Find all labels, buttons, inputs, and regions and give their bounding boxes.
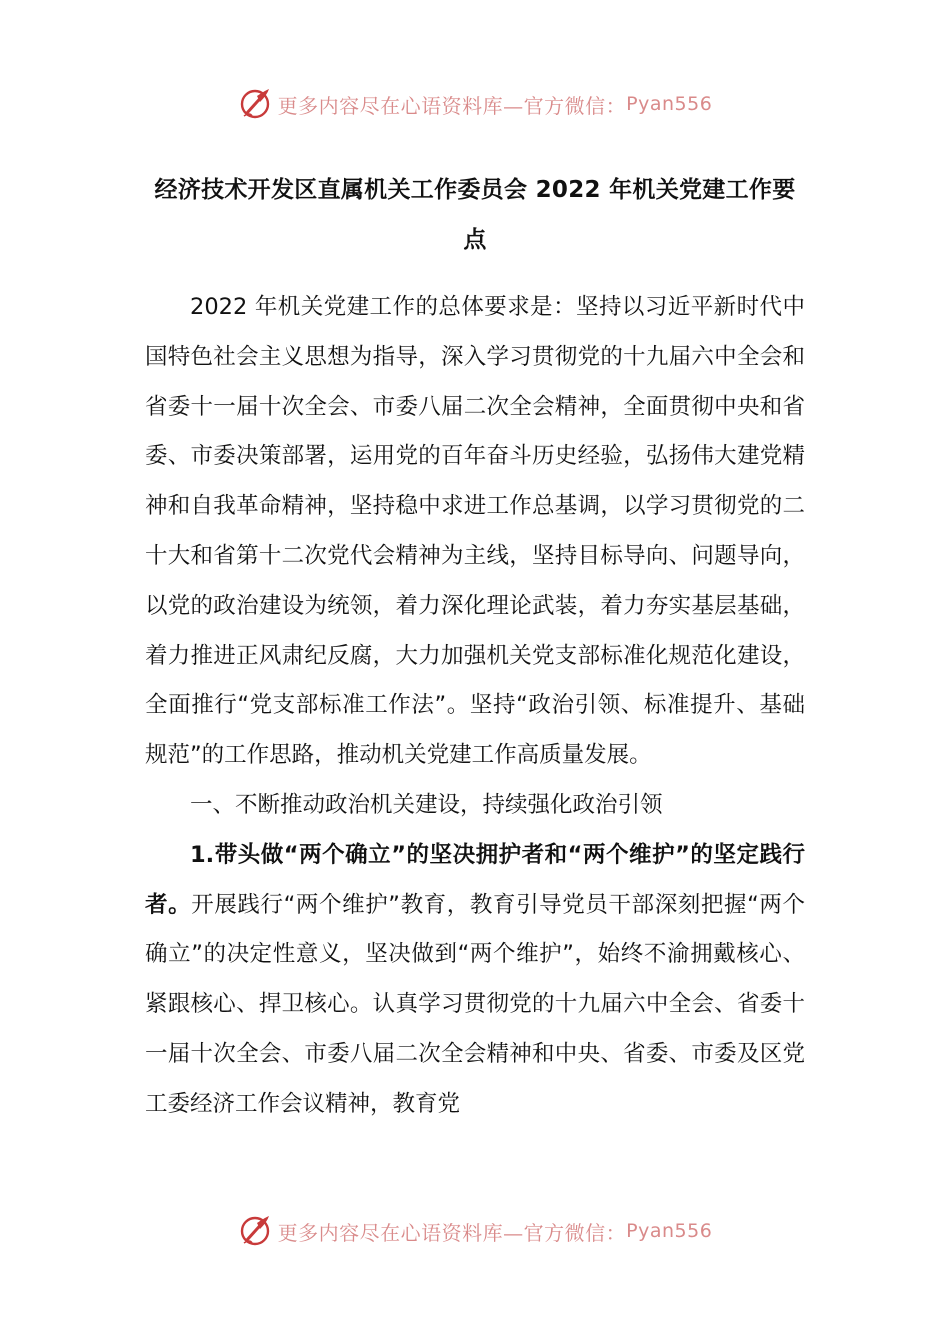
page-title: 经济技术开发区直属机关工作委员会 2022 年机关党建工作要点 <box>154 177 796 253</box>
watermark-wechat-id: Pyan556 <box>626 1220 713 1242</box>
section-heading-1: 一、不断推动政治机关建设，持续强化政治引领 <box>190 791 663 818</box>
paragraph-general-requirements: 2022 年机关党建工作的总体要求是：坚持以习近平新时代中国特色社会主义思想为指导，深入学习贯彻党的十九届六中全会和省委十一届十次全会、市委八届二次全会精神，全面贯彻中央和省委、市委决策部署，运用党的百年奋斗历史经验，弘扬伟大建党精神和自我革命精神，坚持稳中求进工作总基调，以学习贯彻党的二十大和省第十二次党代会精神为主线，坚持目标导向、问题导向，以党的政治建设为统领，着力深化理论武装，着力夯实基层基础，着力推进正风肃纪反腐，大力加强机关党支部标准化规范化建设，全面推行“党支部标准工作法”。坚持“政治引领、标准提升、基础规范”的工作思路，推动机关党建工作高质量发展。 <box>145 294 805 769</box>
watermark-wechat-id: Pyan556 <box>626 93 713 115</box>
item-1-paragraph <box>145 831 805 1130</box>
watermark-footer <box>0 1211 950 1251</box>
watermark-text: 更多内容尽在心语资料库—官方微信： <box>277 93 627 118</box>
item-1-body: 开展践行“两个维护”教育，教育引导党员干部深刻把握“两个确立”的决定性意义，坚决做到“两个维护”，始终不渝拥戴核心、紧跟核心、捍卫核心。认真学习贯彻党的十九届六中全会、省委十一届十次全会、市委八届二次全会精神和中央、省委、市委及区党工委经济工作会议精神，教育党 <box>145 891 805 1117</box>
watermark-text: 更多内容尽在心语资料库—官方微信： <box>277 1220 627 1245</box>
quill-logo-icon <box>238 86 274 122</box>
quill-logo-icon <box>238 1213 274 1249</box>
item-1-lead: 1.带头做“两个确立”的坚决拥护者和“两个维护”的坚定践行者。 <box>145 841 805 918</box>
document-body <box>145 283 805 1130</box>
watermark-header <box>0 84 950 124</box>
